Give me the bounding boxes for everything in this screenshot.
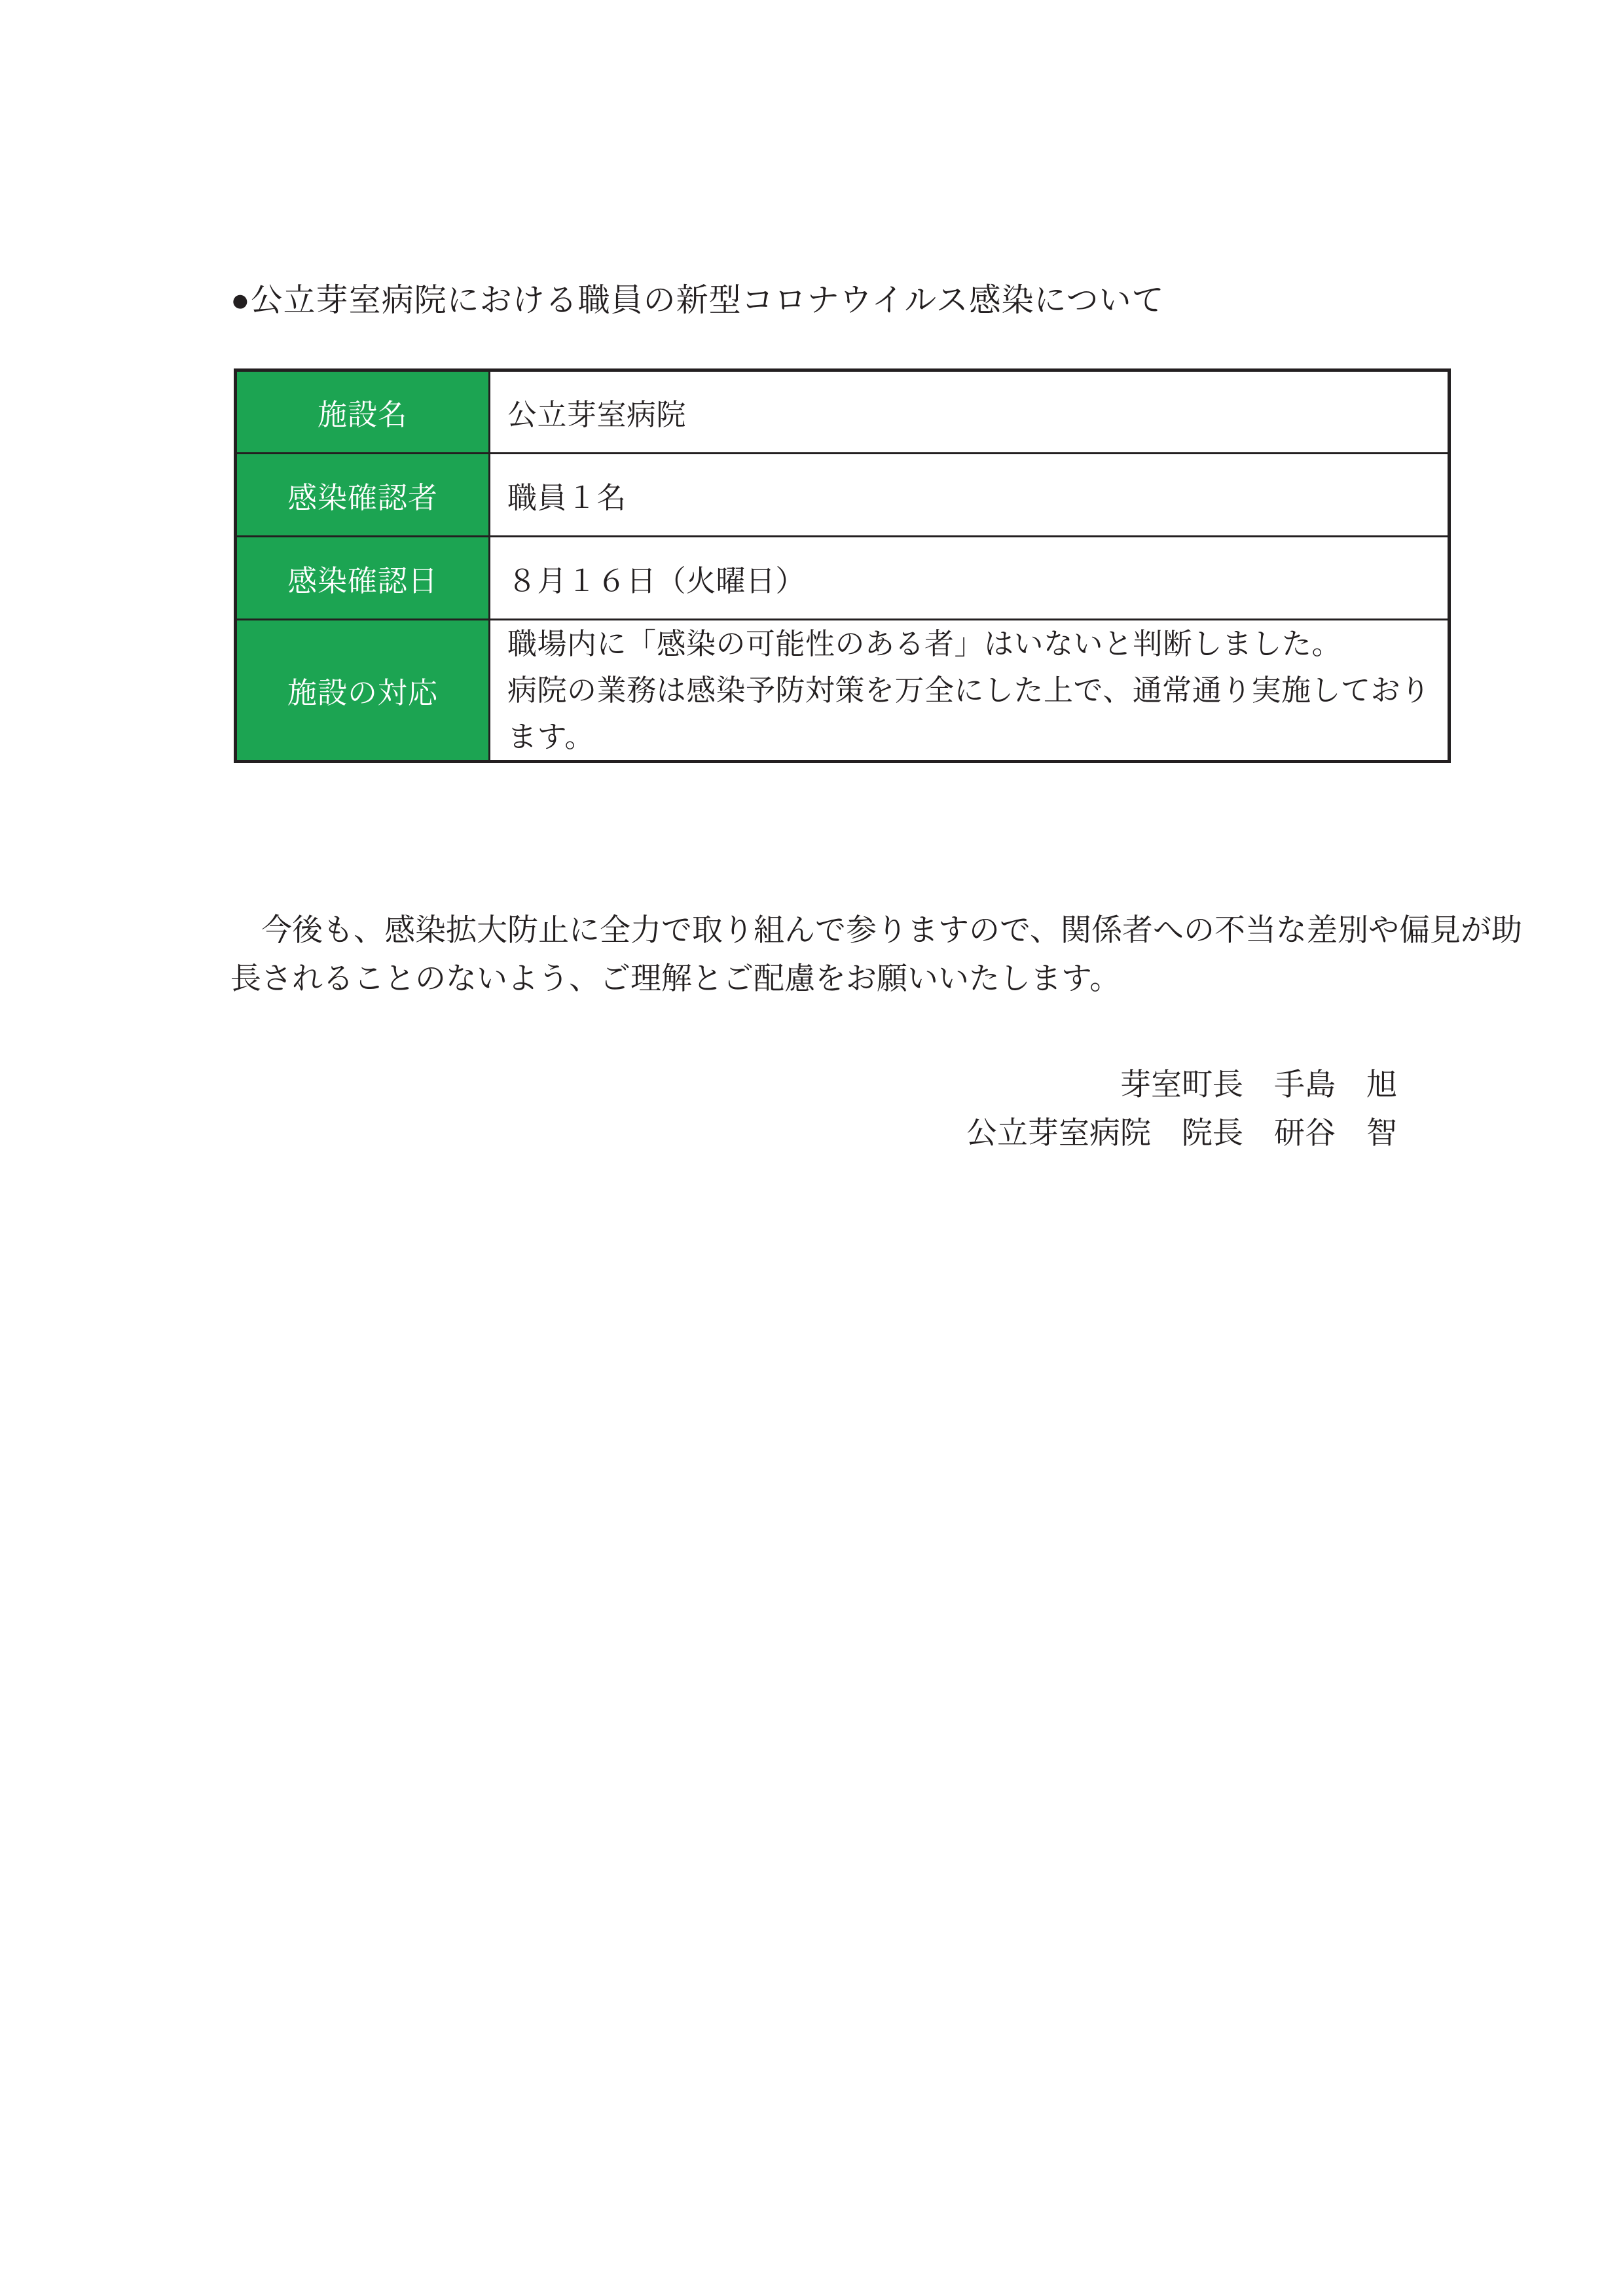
infection-info-table	[234, 368, 1451, 763]
row-value-confirmed-date	[490, 537, 1450, 620]
paragraph-line: 長されることのないよう、ご理解とご配慮をお願いいたします。	[230, 962, 1121, 996]
row-value-facility-name	[490, 370, 1450, 454]
signature-block	[966, 1061, 1397, 1158]
confirmed-date-text: ８月１６日（火曜日）	[507, 564, 806, 598]
table-row-facility-name	[236, 370, 1450, 454]
row-value-facility-response	[490, 620, 1450, 762]
facility-response-line: 病院の業務は感染予防対策を万全にした上で、通常通り実施しており	[507, 673, 1431, 707]
row-value-confirmed-person	[490, 454, 1450, 537]
table-row-confirmed-person	[236, 454, 1450, 537]
facility-name-text: 公立芽室病院	[507, 398, 687, 431]
confirmed-person-text: 職員１名	[507, 480, 627, 514]
facility-response-line: ます。	[507, 720, 594, 753]
closing-paragraph	[230, 906, 1523, 1003]
row-label-facility-name: 施設名	[236, 370, 490, 454]
row-label-confirmed-person: 感染確認者	[236, 454, 490, 537]
document-title: ●公立芽室病院における職員の新型コロナウイルス感染について	[230, 283, 1165, 318]
row-label-confirmed-date: 感染確認日	[236, 537, 490, 620]
table-row-confirmed-date	[236, 537, 1450, 620]
facility-response-line: 職場内に「感染の可能性のある者」はいないと判断しました。	[507, 627, 1342, 660]
signature-line-mayor: 芽室町長 手島 旭	[1120, 1068, 1397, 1102]
table-row-facility-response	[236, 620, 1450, 762]
signature-line-hospital-director: 公立芽室病院 院長 研谷 智	[966, 1117, 1397, 1151]
row-label-facility-response: 施設の対応	[236, 620, 490, 762]
paragraph-line: 今後も、感染拡大防止に全力で取り組んで参りますので、関係者への不当な差別や偏見が助	[230, 914, 1523, 948]
